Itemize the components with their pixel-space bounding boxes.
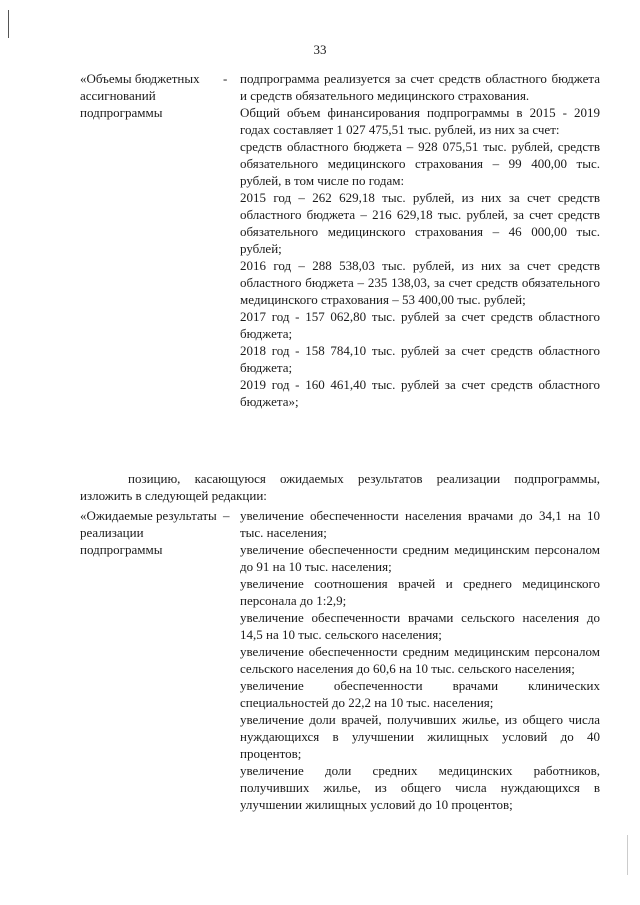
results-paragraph: увеличение доли средних медицинских работников, получивших жилье, из общего числа нуждающихся в улучшении жилищных условий до 10 процентов;	[240, 763, 600, 812]
middle-paragraph: позицию, касающуюся ожидаемых результатов реализации подпрограммы, изложить в следующей редакции:	[80, 471, 600, 503]
budget-paragraph: 2017 год - 157 062,80 тыс. рублей за счет средств областного бюджета;	[240, 309, 600, 341]
scan-edge-mark	[8, 10, 9, 38]
results-paragraph: увеличение обеспеченности средним медицинским персоналом сельского населения до 60,6 на 10 тыс. сельского населения;	[240, 644, 600, 676]
budget-paragraph: подпрограмма реализуется за счет средств областного бюджета и средств обязательного медицинского страхования.	[240, 71, 600, 103]
results-dash: –	[223, 508, 230, 523]
budget-allocations-label: «Объемы бюджетных ассигнований подпрограммы	[80, 71, 200, 120]
results-paragraph: увеличение соотношения врачей и среднего медицинского персонала до 1:2,9;	[240, 576, 600, 608]
budget-dash: -	[223, 71, 228, 86]
page-number: 33	[313, 42, 327, 57]
results-paragraph: увеличение доли врачей, получивших жилье, из общего числа нуждающихся в улучшении жилищных условий до 40 процентов;	[240, 712, 600, 761]
budget-allocations-content	[240, 70, 600, 410]
expected-results-content	[240, 507, 600, 813]
expected-results-label: «Ожидаемые результаты реализации подпрограммы	[80, 508, 217, 557]
budget-paragraph: 2019 год - 160 461,40 тыс. рублей за счет средств областного бюджета»;	[240, 377, 600, 409]
results-paragraph: увеличение обеспеченности врачами клинических специальностей до 22,2 на 10 тыс. населения;	[240, 678, 600, 710]
budget-paragraph: средств областного бюджета – 928 075,51 тыс. рублей, средств обязательного медицинского страхования – 99 400,00 тыс. рублей, в том числе по годам:	[240, 139, 600, 188]
budget-paragraph: Общий объем финансирования подпрограммы в 2015 - 2019 годах составляет 1 027 475,51 тыс. рублей, из них за счет:	[240, 105, 600, 137]
results-paragraph: увеличение обеспеченности врачами сельского населения до 14,5 на 10 тыс. сельского населения;	[240, 610, 600, 642]
budget-paragraph: 2018 год - 158 784,10 тыс. рублей за счет средств областного бюджета;	[240, 343, 600, 375]
scan-edge-mark	[627, 835, 628, 875]
budget-paragraph: 2016 год – 288 538,03 тыс. рублей, из них за счет средств областного бюджета – 235 138,03, за счет средств обязательного медицинского страхования – 53 400,00 тыс. рублей;	[240, 258, 600, 307]
results-paragraph: увеличение обеспеченности средним медицинским персоналом до 91 на 10 тыс. населения;	[240, 542, 600, 574]
budget-paragraph: 2015 год – 262 629,18 тыс. рублей, из них за счет средств областного бюджета – 216 629,18 тыс. рублей, за счет средств обязательного медицинского страхования – 46 000,00 тыс. рублей;	[240, 190, 600, 256]
results-paragraph: увеличение обеспеченности населения врачами до 34,1 на 10 тыс. населения;	[240, 508, 600, 540]
